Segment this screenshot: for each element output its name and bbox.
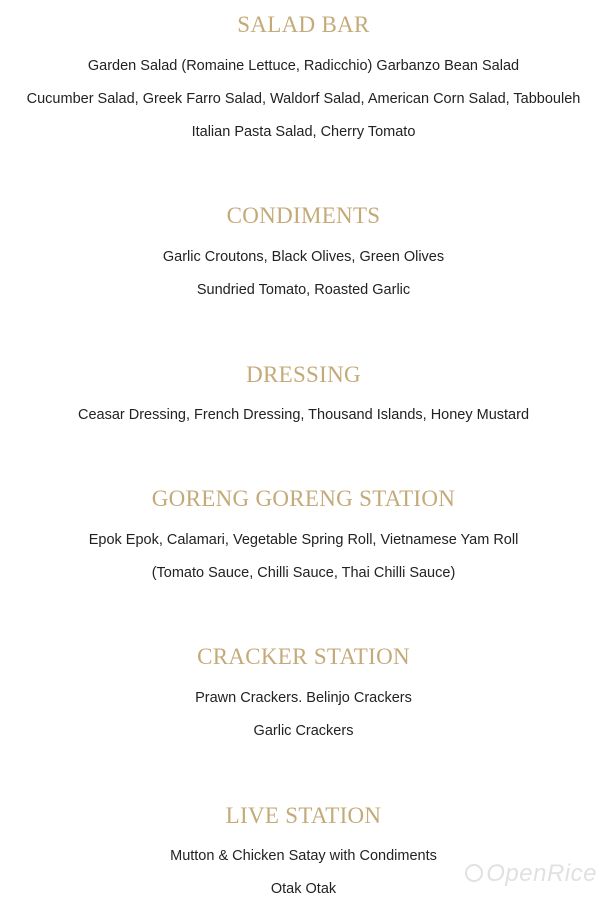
menu-item-line: Garden Salad (Romaine Lettuce, Radicchio) Garbanzo Bean Salad bbox=[87, 58, 520, 74]
section-heading-condiments: CONDIMENTS bbox=[226, 203, 381, 228]
menu-item-line: Garlic Croutons, Black Olives, Green Olives bbox=[162, 249, 445, 265]
watermark-logo bbox=[465, 860, 597, 888]
menu-item-line: Italian Pasta Salad, Cherry Tomato bbox=[191, 124, 416, 140]
menu-item-line: Mutton & Chicken Satay with Condiments bbox=[170, 848, 437, 864]
openrice-logo-icon bbox=[465, 864, 483, 882]
watermark-text: OpenRice bbox=[486, 860, 597, 887]
menu-item-line: Prawn Crackers. Belinjo Crackers bbox=[195, 690, 412, 706]
menu-item-line: Otak Otak bbox=[270, 881, 337, 897]
menu-item-line: Cucumber Salad, Greek Farro Salad, Waldorf Salad, American Corn Salad, Tabbouleh bbox=[26, 91, 581, 107]
section-heading-goreng-goreng-station: GORENG GORENG STATION bbox=[151, 486, 456, 511]
section-heading-dressing: DRESSING bbox=[246, 362, 361, 387]
section-heading-live-station: LIVE STATION bbox=[225, 803, 382, 828]
menu-item-line: Garlic Crackers bbox=[253, 723, 354, 739]
menu-item-line: Ceasar Dressing, French Dressing, Thousand Islands, Honey Mustard bbox=[77, 407, 530, 423]
section-heading-cracker-station: CRACKER STATION bbox=[197, 644, 410, 669]
menu-item-line: Epok Epok, Calamari, Vegetable Spring Roll, Vietnamese Yam Roll bbox=[88, 532, 519, 548]
menu-item-line: Sundried Tomato, Roasted Garlic bbox=[196, 282, 411, 298]
section-heading-salad-bar: SALAD BAR bbox=[237, 12, 370, 37]
menu-item-line: (Tomato Sauce, Chilli Sauce, Thai Chilli Sauce) bbox=[151, 565, 456, 581]
